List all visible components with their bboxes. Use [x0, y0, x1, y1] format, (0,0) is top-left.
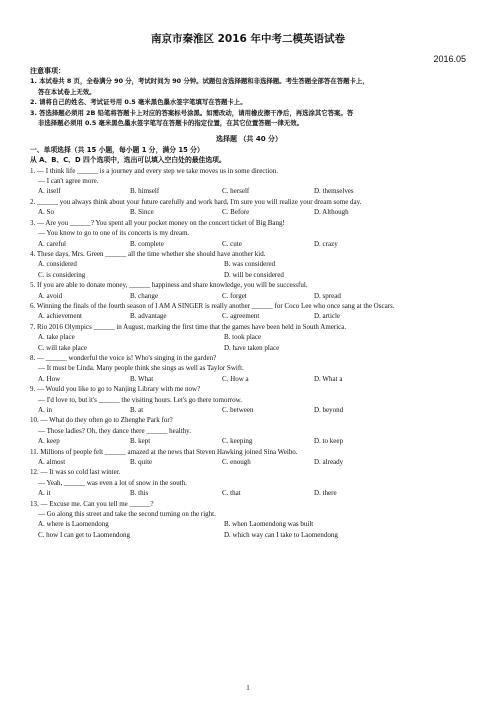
answer-option: C. herself — [222, 187, 250, 196]
question — [30, 384, 468, 415]
question — [30, 197, 468, 218]
question — [30, 301, 468, 322]
question-dialogue-line: — Go along this street and take the second turning on the right. — [38, 510, 216, 519]
answer-option: B. this — [130, 489, 149, 498]
answer-option: D. have taken place — [224, 343, 280, 352]
question-stem: 7. Rio 2016 Olympics ______ in August, marking the first time that the games have been held in South America. — [30, 322, 347, 331]
option-row — [30, 374, 468, 384]
answer-option: C. How a — [222, 374, 249, 383]
notice-item: 非选择题必须用 0.5 毫米黑色墨水签字笔写在答题卡的指定位置，在其它位置答题一律无效。 — [38, 119, 304, 128]
question — [30, 447, 468, 468]
answer-option: D. beyond — [314, 406, 344, 414]
answer-option: D. to keep — [314, 437, 343, 446]
question-stem: 1. — I think life ______ is a journey and every step we take moves us in some direction. — [30, 166, 279, 175]
question-stem: 10. — What do they often go to Zhenghe Park for? — [30, 416, 173, 425]
exam-body — [30, 66, 468, 540]
answer-option: D. already — [314, 458, 344, 467]
answer-option: A. keep — [38, 437, 60, 446]
question-stem: 5. If you are able to donate money, ______ happiness and share knowledge, you will be successful. — [30, 281, 308, 290]
answer-option: A. considered — [38, 260, 77, 269]
option-row — [30, 239, 468, 249]
question — [30, 353, 468, 384]
notice-item: 2. 请将自己的姓名、考试证号用 0.5 毫米黑色墨水签字笔填写在答题卡上。 — [30, 98, 247, 107]
answer-option: B. kept — [130, 437, 151, 446]
answer-option: D. there — [314, 489, 337, 498]
option-row — [30, 530, 468, 540]
option-row — [30, 519, 468, 529]
answer-option: C. keeping — [222, 437, 253, 446]
notice-item: 答在本试卷上无效。 — [38, 87, 96, 96]
answer-option: B. himself — [130, 187, 160, 196]
question-stem: 6. Winning the finals of the fourth season of I AM A SINGER is really another ______ for Coco Lee who once sang at the Oscars. — [30, 301, 395, 310]
notice-heading: 注意事项： — [30, 67, 65, 75]
answer-option: B. when Laomendong was built — [224, 520, 314, 529]
question-stem: 9. — Would you like to go to Nanjing Library with me now? — [30, 385, 201, 394]
question-dialogue-line: — It must be Linda. Many people think she sings as well as Taylor Swift. — [38, 364, 244, 373]
answer-option: B. took place — [224, 333, 262, 342]
answer-option: B. change — [130, 291, 158, 300]
question — [30, 249, 468, 280]
section-heading: 选择题 （共 40 分） — [215, 135, 283, 144]
option-row — [30, 332, 468, 342]
answer-option: C. how I can get to Laomendong — [38, 530, 130, 539]
question-list — [30, 166, 468, 541]
answer-option: D. spread — [314, 291, 341, 300]
answer-option: A. almost — [38, 458, 66, 467]
question-stem: 12. — It was so cold last winter. — [30, 468, 121, 477]
answer-option: C. Before — [222, 208, 250, 217]
question-dialogue-line: — Yeah, ______ was even a lot of snow in the south. — [38, 478, 187, 487]
answer-option: A. How — [38, 374, 61, 383]
option-row — [30, 343, 468, 353]
answer-option: D. which way can I take to Laomendong — [224, 530, 338, 539]
option-row — [30, 311, 468, 321]
question-stem: 13. — Excuse me. Can you tell me ______? — [30, 499, 154, 508]
question — [30, 166, 468, 197]
answer-option: A. So — [38, 208, 54, 217]
answer-option: D. Although — [314, 208, 349, 217]
page-number: 1 — [246, 684, 250, 692]
answer-option: A. where is Laomendong — [38, 520, 109, 529]
question-dialogue-line: — I'd love to, but it's ______ the visiting hours. Let's go there tomorrow. — [38, 395, 242, 404]
option-row — [30, 270, 468, 280]
answer-option: A. it — [38, 489, 51, 498]
question — [30, 415, 468, 446]
answer-option: D. themselves — [314, 187, 354, 196]
answer-option: C. agreement — [222, 312, 260, 321]
page-title: 南京市秦淮区 2016 年中考二模英语试卷 — [150, 33, 346, 45]
answer-option: C. cute — [222, 239, 242, 248]
option-row — [30, 488, 468, 498]
answer-option: A. careful — [38, 239, 66, 248]
question — [30, 322, 468, 353]
notice-item: 3. 答选择题必须用 2B 铅笔将答题卡上对应的答案标号涂黑。如需改动，请用橡皮擦干净后，再选涂其它答案。答 — [30, 108, 354, 117]
part-heading: 一、单项选择（共 15 小题，每小题 1 分，满分 15 分） — [30, 145, 204, 154]
answer-option: A. itself — [38, 187, 61, 196]
answer-option: B. complete — [130, 239, 164, 248]
option-row — [30, 207, 468, 217]
option-row — [30, 436, 468, 446]
answer-option: B. What — [130, 374, 154, 383]
answer-option: D. What a — [314, 374, 343, 383]
part-instruction: 从 A、B、C、D 四个选项中，选出可以填入空白处的最佳选项。 — [30, 156, 226, 165]
question — [30, 280, 468, 301]
answer-option: C. will take place — [38, 343, 87, 352]
question-stem: 4. These days, Mrs. Green ______ all the time whether she should have another kid. — [30, 249, 266, 258]
answer-option: D. crazy — [314, 239, 338, 248]
answer-option: C. is considering — [38, 270, 86, 279]
question-stem: 2. ______ you always think about your future carefully and work hard, I'm sure you will realize your dream some day. — [30, 197, 362, 206]
question-dialogue-line: — Those ladies? Oh, they dance there ______ healthy. — [38, 426, 191, 435]
option-row — [30, 259, 468, 269]
question — [30, 218, 468, 249]
answer-option: B. at — [130, 406, 144, 414]
answer-option: D. article — [314, 312, 341, 321]
answer-option: B. advantage — [130, 312, 167, 321]
notice-item: 1. 本试卷共 8 页，全卷满分 90 分，考试时间为 90 分钟。试题包含选择题和非选择题。考生答题全部答在答题卡上， — [30, 77, 369, 86]
question-stem: 8. — ______ wonderful the voice is! Who's singing in the garden? — [30, 353, 217, 362]
exam-date: 2016.05 — [433, 54, 466, 64]
answer-option: B. was considered — [224, 260, 276, 269]
answer-option: A. take place — [38, 333, 75, 342]
question — [30, 499, 468, 541]
question — [30, 467, 468, 498]
answer-option: B. quite — [130, 458, 153, 467]
answer-option: D. will be considered — [224, 270, 284, 279]
question-dialogue-line: — You know to go to one of its concerts is my dream. — [38, 229, 190, 238]
option-row — [30, 186, 468, 196]
option-row — [30, 291, 468, 301]
option-row — [30, 405, 468, 415]
answer-option: A. achievement — [38, 312, 82, 321]
answer-option: B. Since — [130, 208, 154, 217]
question-dialogue-line: — I can't agree more. — [38, 177, 99, 186]
question-stem: 11. Millions of people felt ______ amazed at the news that Steven Hawking joined Sina Weibo. — [30, 447, 298, 456]
answer-option: A. avoid — [38, 291, 63, 300]
answer-option: A. in — [38, 406, 52, 414]
answer-option: C. that — [222, 489, 241, 498]
answer-option: C. forget — [222, 291, 247, 300]
answer-option: C. enough — [222, 458, 251, 467]
question-stem: 3. — Are you ______? You spent all your pocket money on the concert ticket of Big Bang! — [30, 218, 285, 227]
option-row — [30, 457, 468, 467]
answer-option: C. between — [222, 406, 254, 414]
